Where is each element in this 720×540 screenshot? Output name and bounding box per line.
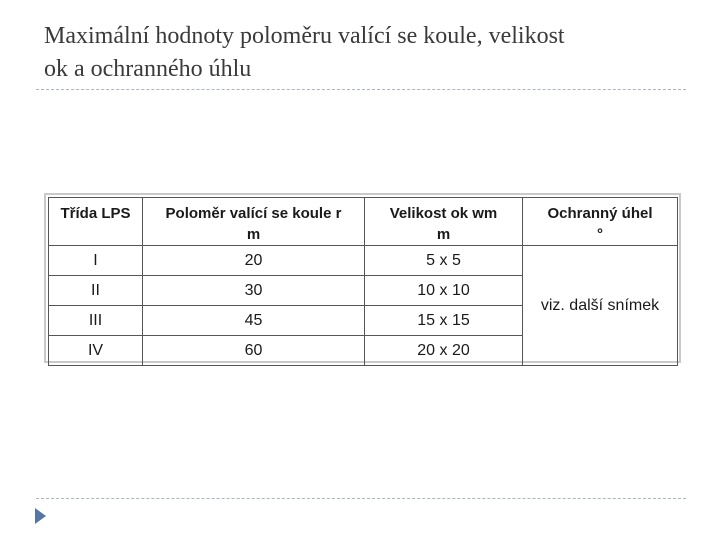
slide-title bbox=[44, 20, 684, 86]
cell-lps-class: IV bbox=[49, 336, 143, 366]
bottom-divider bbox=[36, 498, 686, 499]
table-header-row bbox=[49, 198, 678, 246]
lps-table-frame bbox=[44, 193, 681, 363]
cell-mesh-size: 15 x 15 bbox=[365, 306, 523, 336]
title-line-2: ok a ochranného úhlu bbox=[44, 56, 252, 82]
cell-sphere-radius: 60 bbox=[143, 336, 365, 366]
header-mesh-size: Velikost ok wm m bbox=[365, 198, 523, 246]
table-row bbox=[49, 246, 678, 276]
cell-mesh-size: 10 x 10 bbox=[365, 276, 523, 306]
cell-lps-class: I bbox=[49, 246, 143, 276]
top-divider bbox=[36, 89, 686, 90]
triangle-right-icon[interactable] bbox=[35, 508, 46, 524]
title-line-1: Maximální hodnoty poloměru valící se koule, velikost bbox=[44, 23, 565, 49]
cell-mesh-size: 5 x 5 bbox=[365, 246, 523, 276]
cell-lps-class: III bbox=[49, 306, 143, 336]
lps-table bbox=[48, 197, 678, 366]
header-protection-angle: Ochranný úhel ° bbox=[523, 198, 678, 246]
cell-sphere-radius: 30 bbox=[143, 276, 365, 306]
cell-sphere-radius: 20 bbox=[143, 246, 365, 276]
header-sphere-radius: Poloměr valící se koule r m bbox=[143, 198, 365, 246]
cell-protection-angle-note: viz. další snímek bbox=[523, 246, 678, 366]
cell-sphere-radius: 45 bbox=[143, 306, 365, 336]
cell-mesh-size: 20 x 20 bbox=[365, 336, 523, 366]
cell-lps-class: II bbox=[49, 276, 143, 306]
header-lps-class: Třída LPS bbox=[49, 198, 143, 246]
